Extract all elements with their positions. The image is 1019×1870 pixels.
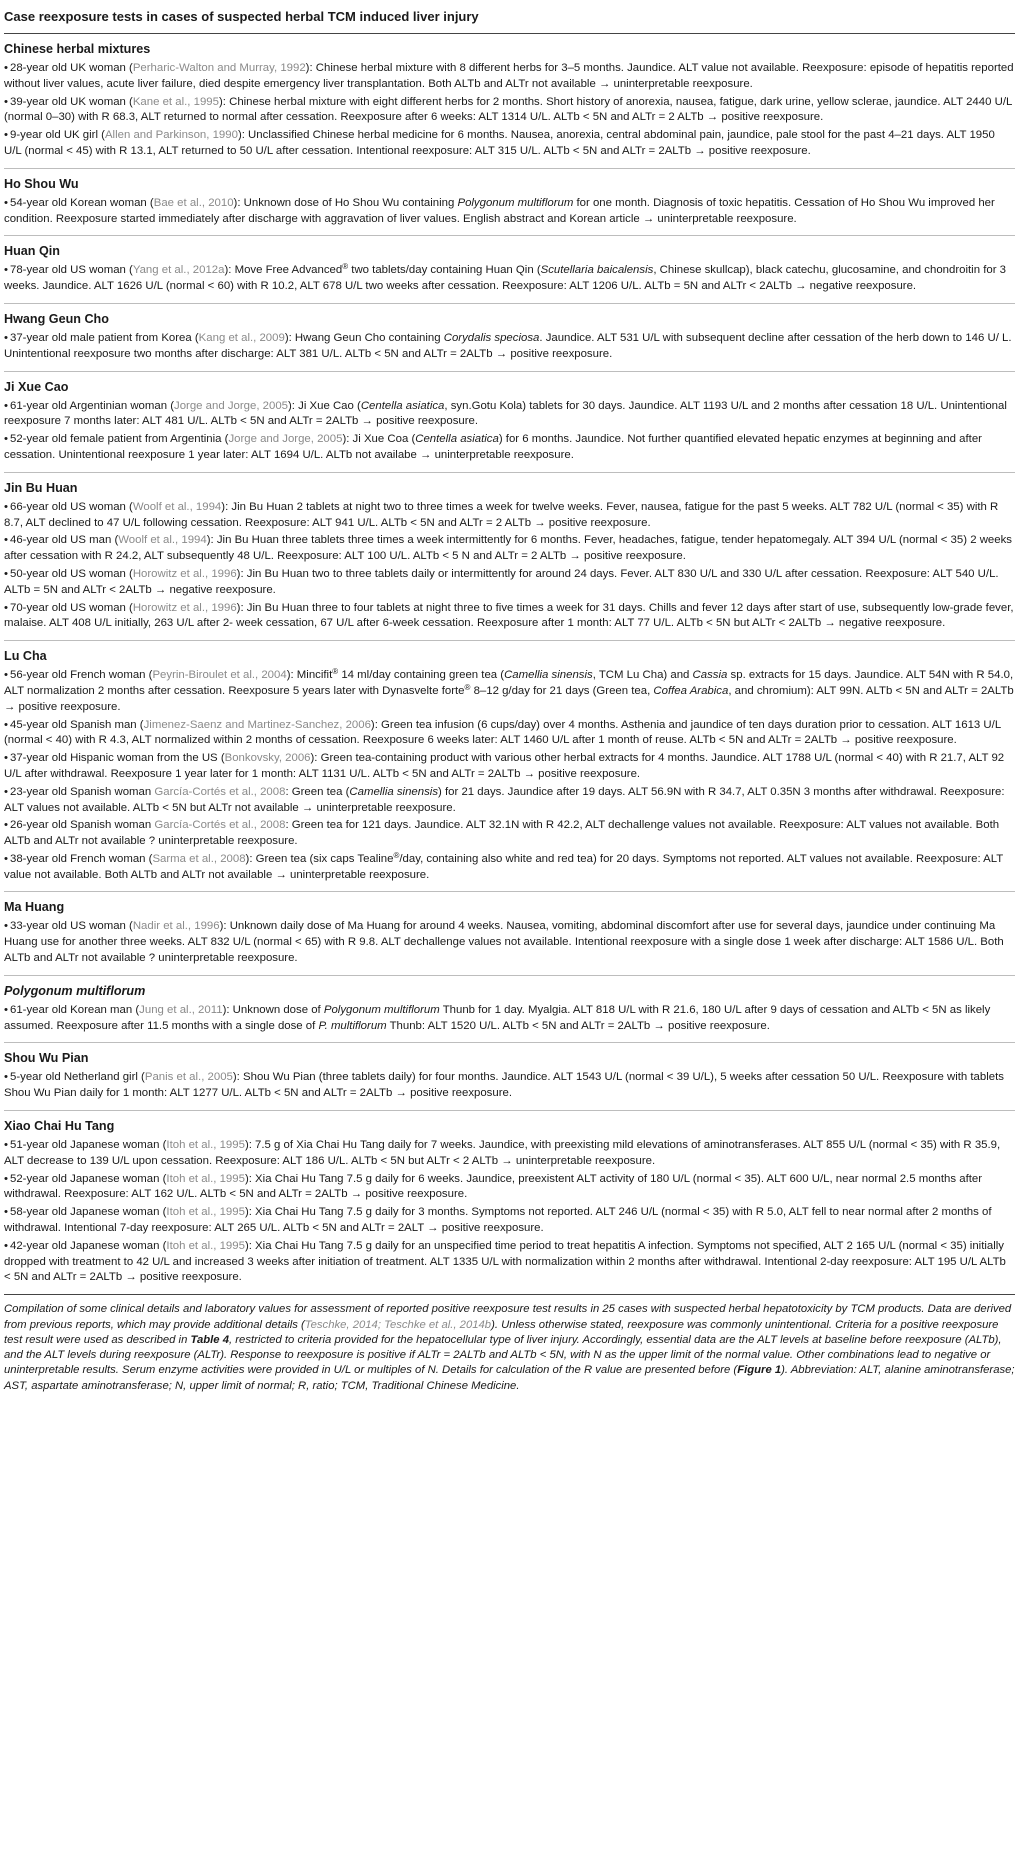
entry-text: 66-year old US woman ( bbox=[10, 500, 133, 513]
citation: Woolf et al., 1994 bbox=[118, 534, 207, 547]
footnote-text: Compilation of some clinical details and laboratory values for assessment of reported positive reexposure test results in 25 cases with suspected herbal hepatotoxicity by TCM products. Data are derived from previous reports, which may provide additional details ( bbox=[4, 1303, 1012, 1331]
section bbox=[4, 372, 1015, 473]
citation: Woolf et al., 1994 bbox=[132, 500, 222, 513]
section bbox=[4, 169, 1015, 237]
entry-text: 14 ml/day containing green tea ( bbox=[338, 669, 505, 682]
bullet-icon: • bbox=[4, 752, 8, 765]
entry-text: , TCM Lu Cha) and bbox=[592, 669, 693, 682]
case-entry bbox=[4, 1003, 1015, 1035]
entry-text: 58-year old Japanese woman ( bbox=[10, 1206, 167, 1219]
case-entry bbox=[4, 852, 1015, 884]
section-title: Polygonum multiflorum bbox=[4, 983, 146, 998]
bullet-icon: • bbox=[4, 534, 8, 547]
entry-text: 8–12 g/day for 21 days (Green tea, bbox=[470, 684, 654, 697]
species-name: Cassia bbox=[692, 669, 728, 682]
entry-text: ): Ji Xue Coa ( bbox=[342, 433, 416, 446]
entry-text: 52-year old female patient from Argentinia ( bbox=[10, 433, 229, 446]
citation: Jimenez-Saenz and Martinez-Sanchez, 2006 bbox=[143, 718, 371, 731]
entry-text: : Green tea for 121 days. Jaundice. ALT 32.1N with R 42.2, ALT dechallenge values not available. Reexposure: ALT values not available. Both ALTb and ALTr not available ? uninterpretable reexposure. bbox=[4, 819, 1000, 848]
citation: Teschke, 2014; Teschke et al., 2014b bbox=[304, 1318, 492, 1331]
entry-text: 38-year old French woman ( bbox=[10, 852, 153, 865]
entry-text: 51-year old Japanese woman ( bbox=[10, 1139, 167, 1152]
section-title: Jin Bu Huan bbox=[4, 480, 78, 495]
species-name: Corydalis speciosa bbox=[443, 331, 540, 344]
entry-text: ): Unknown dose of bbox=[222, 1003, 324, 1016]
case-entry bbox=[4, 399, 1015, 431]
case-entry bbox=[4, 196, 1015, 228]
entry-text: 54-year old Korean woman ( bbox=[10, 196, 154, 209]
bullet-icon: • bbox=[4, 95, 8, 108]
section bbox=[4, 641, 1015, 892]
registered-mark: ® bbox=[393, 850, 400, 860]
bullet-icon: • bbox=[4, 669, 8, 682]
case-entry bbox=[4, 1070, 1015, 1102]
citation: Jung et al., 2011 bbox=[139, 1003, 223, 1016]
species-name: Centella asiatica bbox=[415, 433, 499, 446]
case-entry bbox=[4, 1239, 1015, 1286]
citation: Perharic-Walton and Murray, 1992 bbox=[132, 62, 306, 74]
entry-text: 28-year old UK woman ( bbox=[10, 62, 133, 74]
case-entry bbox=[4, 500, 1015, 532]
entry-text: ): Ji Xue Cao ( bbox=[288, 399, 361, 412]
species-name: Polygonum multiflorum bbox=[457, 196, 574, 209]
citation: Yang et al., 2012a bbox=[132, 264, 225, 277]
entry-text: 42-year old Japanese woman ( bbox=[10, 1239, 167, 1252]
bullet-icon: • bbox=[4, 1003, 8, 1016]
entry-text: ): Xia Chai Hu Tang 7.5 g daily for an unspecified time period to treat hepatitis A infection. Symptoms not specified, ALT 2 165 U/L (normal < 35) initially dropped with treatment to 42 U/L and increased 3 weeks after initiation of treatment. ALT 1335 U/L with normalization within 2 months after withdrawal. Intentional 2-day reexposure: ALT 195 U/L ALTb < 5N and ALTr = 2ALTb → positive reexposure. bbox=[4, 1239, 1006, 1284]
entry-text: 61-year old Korean man ( bbox=[10, 1003, 140, 1016]
entry-text: 9-year old UK girl ( bbox=[10, 129, 105, 142]
citation: García-Cortés et al., 2008 bbox=[154, 819, 286, 832]
entry-text: ): Chinese herbal mixture with 8 different herbs for 3–5 months. Jaundice. ALT value not available. Reexposure: episode of hepatitis reported without liver values, acute liver failure, died despite emergency liver transplantation. Both ALTb and ALTr not available → uninterpretable reexposure. bbox=[4, 62, 1014, 90]
entry-text: ): Unknown dose of Ho Shou Wu containing bbox=[233, 196, 458, 209]
entry-text: ): Mincifit bbox=[286, 669, 333, 682]
bullet-icon: • bbox=[4, 852, 8, 865]
section-title: Huan Qin bbox=[4, 244, 60, 259]
case-entry bbox=[4, 263, 1015, 295]
entry-text: 39-year old UK woman ( bbox=[10, 95, 133, 108]
species-name: Camellia sinensis bbox=[349, 785, 439, 798]
section-title: Chinese herbal mixtures bbox=[4, 42, 151, 56]
entry-text: . Jaundice. ALT 531 U/L with subsequent decline after cessation of the herb down to 146 U/ L. Unintentional reexposure two months after discharge: ALT 381 U/L. ALTb < 5N and ALTr = 2ALTb → positive reexposure. bbox=[4, 331, 1012, 360]
entry-text: ): 7.5 g of Xia Chai Hu Tang daily for 7 weeks. Jaundice, with preexisting mild elevations of aminotransferases. ALT 855 U/L (normal < 35) with R 35.9, ALT decrease to 139 U/L upon cessation. Reexposure: ALT 186 U/L. ALTb < 5N but ALTr < 2 ALTb → uninterpretable reexposure. bbox=[4, 1139, 1001, 1167]
citation: Itoh et al., 1995 bbox=[166, 1206, 245, 1219]
entry-text: 5-year old Netherland girl ( bbox=[10, 1071, 145, 1084]
bullet-icon: • bbox=[4, 1206, 8, 1219]
entry-text: 37-year old Hispanic woman from the US ( bbox=[10, 752, 225, 765]
entry-text: 37-year old male patient from Korea ( bbox=[10, 331, 199, 344]
case-entry bbox=[4, 919, 1015, 966]
entry-text: sp. extracts for 15 days. Jaundice. ALT 54N with R 54.0, ALT normalization 2 months after cessation. Reexposure 5 years later with Dynasvelte forte bbox=[4, 669, 1014, 697]
citation: Bae et al., 2010 bbox=[153, 196, 234, 209]
case-entry bbox=[4, 533, 1015, 565]
citation: Panis et al., 2005 bbox=[144, 1071, 233, 1084]
case-entry bbox=[4, 818, 1015, 850]
bullet-icon: • bbox=[4, 129, 8, 142]
species-name: Polygonum multiflorum bbox=[323, 1003, 440, 1016]
bullet-icon: • bbox=[4, 1172, 8, 1185]
bullet-icon: • bbox=[4, 1071, 8, 1084]
entry-text: two tablets/day containing Huan Qin ( bbox=[348, 264, 541, 277]
entry-text: ): Green tea (six caps Tealine bbox=[245, 852, 394, 865]
citation: Horowitz et al., 1996 bbox=[132, 567, 237, 580]
citation: Horowitz et al., 1996 bbox=[132, 601, 237, 614]
section bbox=[4, 473, 1015, 641]
bullet-icon: • bbox=[4, 331, 8, 344]
species-name: Coffea Arabica bbox=[653, 684, 729, 697]
case-entry bbox=[4, 601, 1015, 633]
entry-text: ) for 21 days. Jaundice after 19 days. ALT 56.9N with R 34.7, ALT 0.35N 3 months after withdrawal. Reexposure: ALT values not available. ALTb < 5N but ALTr not available → uninterpretable reexposure. bbox=[4, 785, 1005, 814]
entry-text: ): Jin Bu Huan 2 tablets at night two to three times a week for twelve weeks. Fever, nausea, fatigue for the past 5 weeks. ALT 782 U/L (normal < 35) with R 8.7, ALT declined to 47 U/L following cessation. Reexposure: ALT 941 U/L. ALTb < 5N and ALTr = 2 ALTb → positive reexposure. bbox=[4, 500, 999, 529]
entry-text: ): Jin Bu Huan three tablets three times a week intermittently for 6 months. Fever, headaches, fatigue, tender hepatomegaly. ALT 394 U/L (normal < 35) 2 weeks after cessation with R 24.2, ALT subsequently 48 U/L. Reexposure: ALT 100 U/L. ALTb < 5 N and ALTr = 2 ALTb → positive reexposure. bbox=[4, 534, 1012, 563]
bullet-icon: • bbox=[4, 567, 8, 580]
case-entry bbox=[4, 331, 1015, 363]
section bbox=[4, 892, 1015, 975]
bullet-icon: • bbox=[4, 500, 8, 513]
table-footnote bbox=[4, 1295, 1015, 1394]
section bbox=[4, 236, 1015, 304]
footnote-text: ). Unless otherwise stated, reexposure was commonly unintentional. Criteria for a positive reexposure test result were used as described in bbox=[4, 1318, 999, 1346]
section-title: Ho Shou Wu bbox=[4, 176, 79, 191]
entry-text: ): Shou Wu Pian (three tablets daily) for four months. Jaundice. ALT 1543 U/L (normal < 39 U/L), 5 weeks after cessation 50 U/L. Reexposure with tablets Shou Wu Pian daily for 1 month: ALT 1277 U/L. ALTb < 5N and ALTr = 2ALTb → positive reexposure. bbox=[4, 1071, 1004, 1100]
entry-text: 45-year old Spanish man ( bbox=[10, 718, 144, 731]
bullet-icon: • bbox=[4, 196, 8, 209]
case-entry bbox=[4, 718, 1015, 750]
case-entry bbox=[4, 751, 1015, 783]
entry-text: , and chromium): ALT 99N. ALTb < 5N and ALTr = 2ALTb → positive reexposure. bbox=[4, 684, 1014, 713]
case-entry bbox=[4, 128, 1015, 160]
entry-text: ) for 6 months. Jaundice. Not further quantified elevated hepatic enzymes at beginning and after cessation. Unintentional reexposure 1 year later: ALT 1694 U/L. ALTb not availabe → uninterpretable reexposure. bbox=[4, 433, 982, 461]
bullet-icon: • bbox=[4, 718, 8, 731]
section-title: Ji Xue Cao bbox=[4, 379, 69, 394]
entry-text: , syn.Gotu Kola) tablets for 30 days. Jaundice. ALT 1193 U/L and 2 months after cessation 18 U/L. Unintentional reexposure 7 months later: ALT 481 U/L. ALTb < 5N and ALTr = 2ALTb → positive reexposure. bbox=[4, 399, 1007, 428]
entry-text: ): Jin Bu Huan two to three tablets daily or intermittently for around 24 days. Fever. ALT 830 U/L and 330 U/L after cessation. Reexposure: ALT 540 U/L. ALTb = 5N and ALTr < 2ALTb → negative reexposure. bbox=[4, 567, 999, 596]
registered-mark: ® bbox=[464, 682, 471, 692]
citation: Kane et al., 1995 bbox=[132, 95, 219, 108]
section-title: Xiao Chai Hu Tang bbox=[4, 1119, 115, 1134]
species-name: P. multiflorum bbox=[318, 1019, 387, 1032]
registered-mark: ® bbox=[342, 262, 349, 272]
entry-text: : Green tea ( bbox=[285, 785, 350, 798]
entry-text: ): Chinese herbal mixture with eight different herbs for 2 months. Short history of anorexia, nausea, fatigue, dark urine, yellow sclerae, jaundice. ALT 2440 U/L (normal 0–30) with R 68.3, ALT returned to normal after cessation. Reexposure after 6 weeks: ALT 1314 U/L. ALTb < 5N and ALTr = 2 ALTb → positive reexposure. bbox=[4, 95, 1012, 124]
entry-text: ): Unclassified Chinese herbal medicine for 6 months. Nausea, anorexia, central abdominal pain, jaundice, pale stool for the past 4–21 days. ALT 1950 U/L (normal < 45) with R 13.1, ALT returned to 50 U/L after cessation. Intentional reexposure: ALT 315 U/L. ALTb < 5N and ALTr = 2ALTb → positive reexposure. bbox=[4, 129, 995, 157]
bullet-icon: • bbox=[4, 819, 8, 832]
bullet-icon: • bbox=[4, 920, 8, 933]
entry-text: , Chinese skullcap), black catechu, glucosamine, and chondroitin for 3 weeks. Jaundice. ALT 1626 U/L (normal < 60) with R 10.2, ALT 678 U/L two weeks after cessation. Reexposure: ALT 1206 U/L. ALTb = 5N and ALTr < 2ALTb → negative reexposure. bbox=[4, 264, 1006, 293]
section-title: Lu Cha bbox=[4, 649, 47, 664]
entry-text: 33-year old US woman ( bbox=[10, 920, 133, 933]
footnote-text: , restricted to criteria provided for the hepatocellular type of liver injury. Accordingly, essential data are the ALT levels at baseline before reexposure (ALTb), and the ALT levels during reexposure (ALTr). Response to reexposure is positive if ALTr = 2ALTb and ALTb < 5N, with N as the upper limit of the normal value. Other combinations lead to negative or uninterpretable results. Serum enzyme activities were provided in U/L or multiples of N. Details for calculation of the R value are presented before ( bbox=[4, 1333, 1002, 1377]
reference: Table 4 bbox=[190, 1333, 230, 1346]
bullet-icon: • bbox=[4, 601, 8, 614]
table-title: Case reexposure tests in cases of suspected herbal TCM induced liver injury bbox=[4, 0, 1015, 34]
entry-text: for one month. Diagnosis of toxic hepatitis. Cessation of Ho Shou Wu improved her condition. Reexposure started immediately after discharge with aggravation of liver values. English abstract and Korean article → uninterpretable reexposure. bbox=[4, 196, 995, 225]
section bbox=[4, 1043, 1015, 1111]
entry-text: ): Unknown daily dose of Ma Huang for around 4 weeks. Nausea, vomiting, abdominal discomfort after use for several days, jaundice under continuing Ma Huang use for another three weeks. ALT 832 U/L (normal < 65) with R 9.8. ALT dechallenge values not available. Intentional reexposure with a single dose 1 week after discharge: ALT 1586 U/L. Both ALTb and ALTr not available ? uninterpretable reexposure. bbox=[4, 920, 1004, 965]
entry-text: 56-year old French woman ( bbox=[10, 669, 153, 682]
section bbox=[4, 304, 1015, 372]
registered-mark: ® bbox=[332, 667, 339, 677]
section bbox=[4, 34, 1015, 169]
species-name: Centella asiatica bbox=[360, 399, 445, 412]
entry-text: 61-year old Argentinian woman ( bbox=[10, 399, 174, 412]
entry-text: 50-year old US woman ( bbox=[10, 567, 133, 580]
entry-text: ): Green tea-containing product with various other herbal extracts for 4 months. Jaundice. ALT 1788 U/L (normal < 40) with R 21.7, ALT 92 U/L after withdrawal. Reexposure 1 year later for 1 month: ALT 1131 U/L. ALTb < 5N and ALTr = 2ALTb → positive reexposure. bbox=[4, 752, 1005, 780]
bullet-icon: • bbox=[4, 399, 8, 412]
entry-text: 70-year old US woman ( bbox=[10, 601, 133, 614]
section-title: Hwang Geun Cho bbox=[4, 311, 109, 326]
case-entry bbox=[4, 1205, 1015, 1237]
bullet-icon: • bbox=[4, 1139, 8, 1152]
entry-text: ): Green tea infusion (6 cups/day) over 4 months. Asthenia and jaundice of ten days duration prior to cessation. ALT 1613 U/L (normal < 40) with R 4.3, ALT normalized within 2 months of cessation. Reexposure 6 weeks later: ALT 1460 U/L after 1 month of reuse. ALTb < 5N and ALTr = 2ALTb → positive reexposure. bbox=[4, 718, 1001, 747]
entry-text: ): Xia Chai Hu Tang 7.5 g daily for 6 weeks. Jaundice, preexistent ALT activity of 180 U/L (normal < 35). ALT 600 U/L, near normal 2.5 months after withdrawal. Reexposure: ALT 162 U/L. ALTb < 5N and ALTr = 2ALTb → positive reexposure. bbox=[4, 1172, 983, 1201]
citation: Itoh et al., 1995 bbox=[166, 1239, 245, 1252]
entry-text: 26-year old Spanish woman bbox=[10, 819, 155, 832]
citation: Itoh et al., 1995 bbox=[166, 1139, 245, 1152]
case-entry bbox=[4, 432, 1015, 464]
entry-text: 46-year old US man ( bbox=[10, 534, 119, 547]
entry-text: Thunb for 1 day. Myalgia. ALT 818 U/L with R 21.6, 180 U/L after 9 days of cessation and ALTb < 5N as likely assumed. Reexposure after 11.5 months with a single dose of bbox=[4, 1003, 991, 1032]
bullet-icon: • bbox=[4, 785, 8, 798]
section-title: Ma Huang bbox=[4, 900, 65, 915]
citation: Peyrin-Biroulet et al., 2004 bbox=[152, 669, 287, 682]
entry-text: 78-year old US woman ( bbox=[10, 264, 133, 277]
bullet-icon: • bbox=[4, 264, 8, 277]
citation: Bonkovsky, 2006 bbox=[224, 752, 311, 765]
entry-text: ): Move Free Advanced bbox=[224, 264, 343, 277]
citation: Kang et al., 2009 bbox=[198, 331, 285, 344]
reference: Figure 1 bbox=[737, 1364, 782, 1377]
entry-text: 52-year old Japanese woman ( bbox=[10, 1172, 167, 1185]
bullet-icon: • bbox=[4, 433, 8, 446]
entry-text: ): Hwang Geun Cho containing bbox=[284, 331, 444, 344]
case-entry bbox=[4, 567, 1015, 599]
footnote-text: ). Abbreviation: ALT, alanine aminotransferase; AST, aspartate aminotransferase; N, upper limit of normal; R, ratio; TCM, Traditional Chinese Medicine. bbox=[4, 1364, 1015, 1392]
citation: Jorge and Jorge, 2005 bbox=[228, 433, 343, 446]
species-name: Camellia sinensis bbox=[504, 669, 593, 682]
citation: Sarma et al., 2008 bbox=[152, 852, 246, 865]
section bbox=[4, 1111, 1015, 1295]
section bbox=[4, 976, 1015, 1044]
case-entry bbox=[4, 1138, 1015, 1170]
case-entry bbox=[4, 668, 1015, 715]
case-entry bbox=[4, 95, 1015, 127]
bullet-icon: • bbox=[4, 62, 8, 74]
entry-text: Thunb: ALT 1520 U/L. ALTb < 5N and ALTr = 2ALTb → positive reexposure. bbox=[386, 1019, 770, 1032]
entry-text: /day, containing also white and red tea) for 20 days. Symptoms not reported. ALT values not available. Reexposure: ALT value not available. Both ALTb and ALTr not available → uninterpretable reexposure. bbox=[4, 852, 1004, 881]
entry-text: ): Jin Bu Huan three to four tablets at night three to five times a week for 31 days. Chills and fever 12 days after start of use, subsequently low-grade fever, malaise. ALT 408 U/L initially, 263 U/L after 2- week cessation, 67 U/L after 6-week cessation. Reexposure after 1 month: ALT 77 U/L. ALTb < 5N but ALTr < 2ALTb → negative reexposure. bbox=[4, 601, 1014, 630]
bullet-icon: • bbox=[4, 1239, 8, 1252]
case-entry bbox=[4, 61, 1015, 93]
entry-text: ): Xia Chai Hu Tang 7.5 g daily for 3 months. Symptoms not reported. ALT 246 U/L (normal < 35) with R 5.0, ALT fell to near normal after 2 months of withdrawal. Intentional 7-day reexposure: ALT 265 U/L. ALTb < 5N and ALTr = 2ALT → positive reexposure. bbox=[4, 1206, 992, 1235]
citation: García-Cortés et al., 2008 bbox=[154, 785, 286, 798]
case-entry bbox=[4, 1172, 1015, 1204]
section-title: Shou Wu Pian bbox=[4, 1051, 89, 1066]
citation: Jorge and Jorge, 2005 bbox=[174, 399, 288, 412]
case-entry bbox=[4, 785, 1015, 817]
entry-text: 23-year old Spanish woman bbox=[10, 785, 155, 798]
species-name: Scutellaria baicalensis bbox=[540, 264, 654, 277]
citation: Itoh et al., 1995 bbox=[166, 1172, 245, 1185]
citation: Allen and Parkinson, 1990 bbox=[104, 129, 238, 142]
citation: Nadir et al., 1996 bbox=[132, 920, 220, 933]
sections bbox=[4, 34, 1015, 1295]
